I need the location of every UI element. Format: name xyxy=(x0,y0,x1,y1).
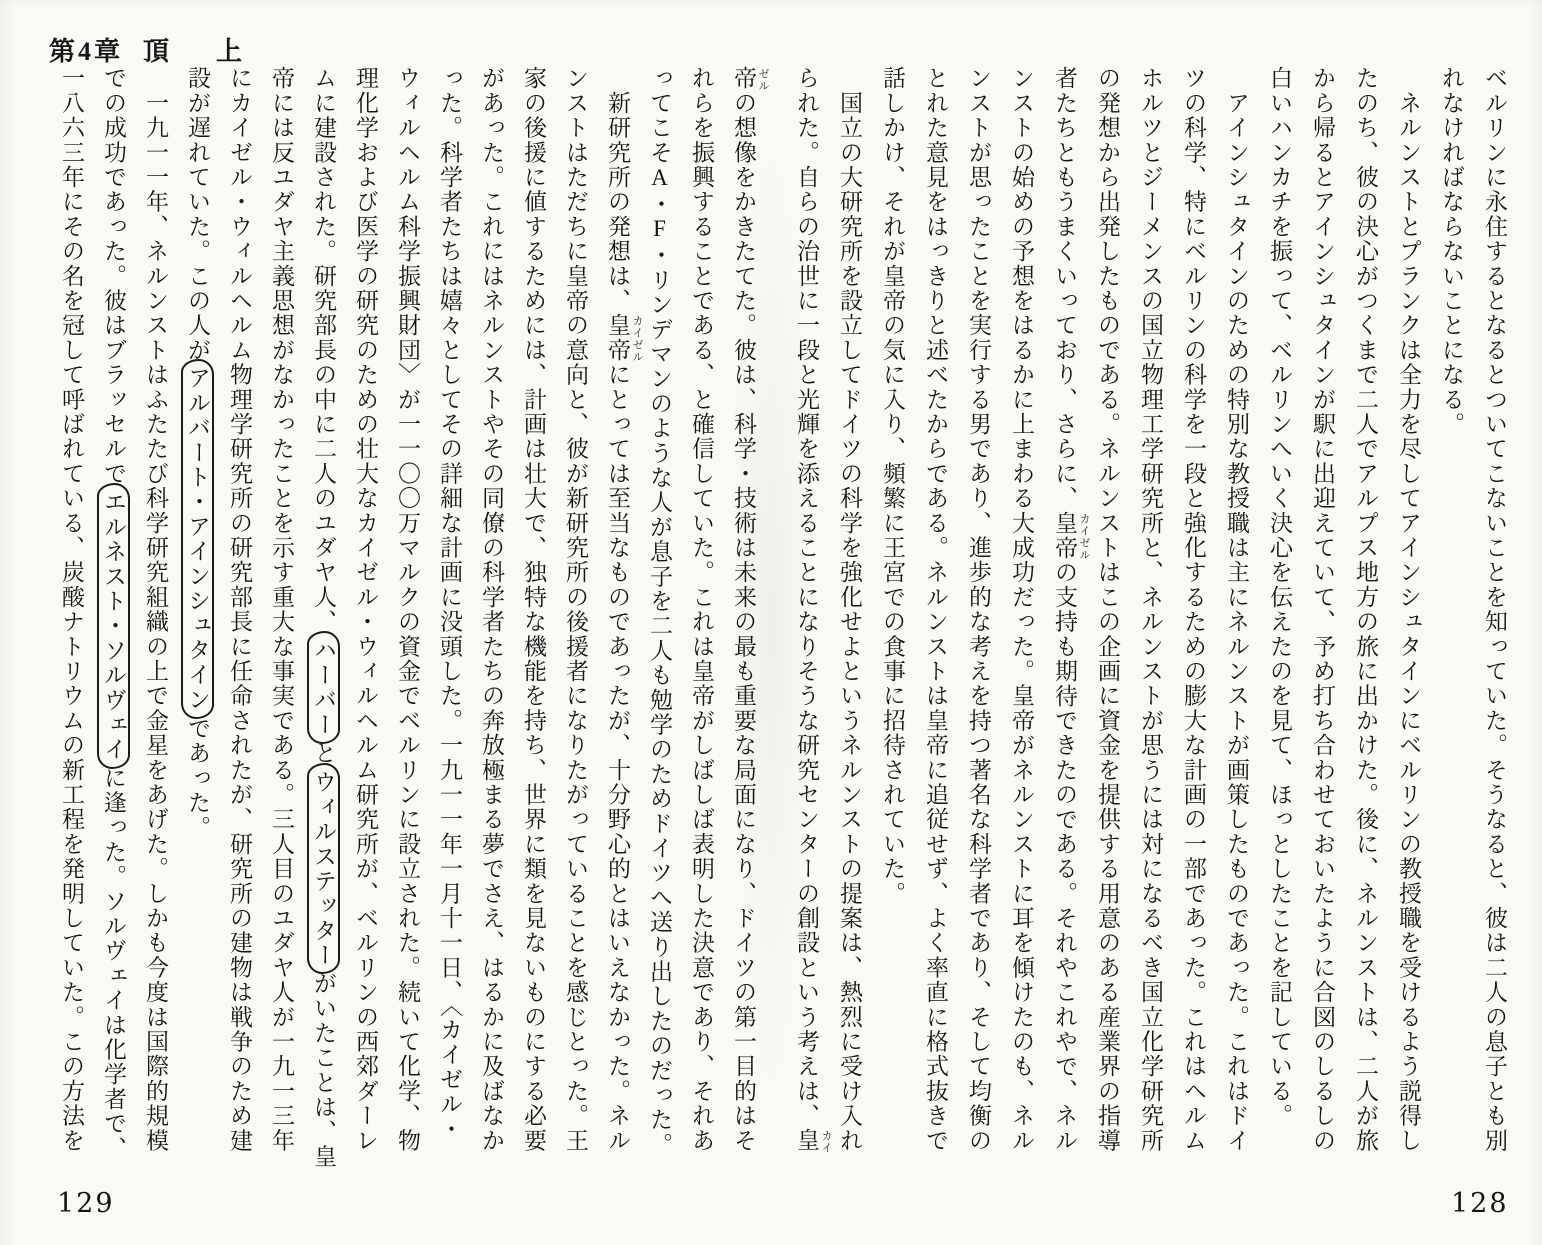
text-column xyxy=(1473,66,1516,1174)
text-run: にカイゼル・ウィルヘルム物理学研究所の研究部長に任命されたが、研究所の建物は戦争のため建 xyxy=(227,66,252,1153)
text-run: られた。自らの治世に一段と光輝を添えることになりそうな研究センターの創設という考えは、 xyxy=(794,66,819,1129)
text-column xyxy=(50,66,92,1174)
text-run: 話しかけ、それが皇帝の気に入り、頻繁に王宮での食事に招待されていた。 xyxy=(880,66,905,906)
text-column xyxy=(1172,66,1215,1174)
chapter-title-char-2: 上 xyxy=(216,37,246,66)
text-run: ・リンデマンのような人が息子を二人も勉学のためドイツへ送り出したのだった。 xyxy=(647,242,672,1157)
text-run: と xyxy=(311,740,336,766)
latin-initials: A・F xyxy=(647,164,672,243)
text-column xyxy=(512,66,554,1174)
text-run: ベルリンに永住するとなるとついてこないことを知っていた。そうなると、彼は二人の息子とも別 xyxy=(1482,66,1507,1153)
furigana: カイゼル xyxy=(631,315,643,363)
text-run: った。科学者たちは嬉々としてその詳細な計画に没頭した。一九一一年一月十一日、〈カイゼル・ xyxy=(437,66,462,1142)
text-column xyxy=(957,66,1000,1174)
furigana: ゼル xyxy=(757,68,769,92)
text-column xyxy=(785,66,832,1174)
text-column xyxy=(218,66,260,1174)
text-run: れなければならないことになる。 xyxy=(1439,66,1464,437)
ruby-base: 帝 ゼル xyxy=(731,66,769,92)
text-run: ンストはただちに皇帝の意向と、彼が新研究所の後援者になりたがっていることを感じとった。王 xyxy=(563,66,588,1153)
text-run: 者たちともうまくいっており、さらに、 xyxy=(1052,66,1077,511)
text-run: に逢った。ソルヴェイは化学者で、 xyxy=(101,765,126,1161)
text-run: から帰るとアインシュタインが駅に出迎えていて、予め打ち合わせておいたように合図のしるしの xyxy=(1310,66,1335,1153)
text-run: 新研究所の発想は、 xyxy=(605,66,630,313)
text-column xyxy=(1258,66,1301,1174)
text-column xyxy=(722,66,769,1174)
page-number-129: 129 xyxy=(57,1188,115,1219)
text-column xyxy=(1043,66,1090,1174)
text-column xyxy=(1387,66,1430,1174)
circled-name: アルバート・アインシュタイン xyxy=(181,359,214,719)
text-column xyxy=(344,66,386,1174)
text-run: ってこそ xyxy=(647,66,672,165)
running-head xyxy=(49,31,245,68)
text-run: 白いハンカチを振って、ベルリンへいく決心を伝えたのを見て、ほっとしたことを記している。 xyxy=(1267,66,1292,1129)
text-column xyxy=(1129,66,1172,1174)
text-run: の想像をかきたてた。彼は、科学・技術は未来の最も重要な局面になり、ドイツの第一目的はそ xyxy=(731,90,756,1153)
circled-name: エルネスト・ソルヴェイ xyxy=(97,483,130,769)
text-column xyxy=(1086,66,1129,1174)
text-column xyxy=(1000,66,1043,1174)
text-run: の支持も期待できたのである。それやこれやで、ネル xyxy=(1052,560,1077,1153)
text-run: アインシュタインのための特別な教授職は主にネルンストが画策したものであった。これはドイ xyxy=(1224,66,1249,1153)
text-column xyxy=(134,66,176,1174)
text-run: の発想から出発したものである。ネルンストはこの企画に資金を提供する用意のある産業界の指導 xyxy=(1095,66,1120,1153)
page-129-text xyxy=(50,66,769,1174)
text-run: であった。 xyxy=(185,716,210,840)
text-column xyxy=(1344,66,1387,1174)
ruby-base: 皇 カイ xyxy=(794,1128,832,1155)
text-column xyxy=(1430,66,1473,1174)
ruby-base: 皇帝 カイゼル xyxy=(1052,510,1090,561)
text-run: ネルンストとプランクは全力を尽してアインシュタインにベルリンの教授職を受けるよう説得し xyxy=(1396,66,1421,1153)
text-run: 理化学および医学の研究のための壮大なカイゼル・ウィルヘルム研究所が、ベルリンの西郊ダーレ xyxy=(353,66,378,1153)
page-number-128: 128 xyxy=(1451,1188,1509,1219)
text-column xyxy=(176,66,218,1174)
text-column xyxy=(680,66,722,1174)
text-run: 一八六三年にその名を冠して呼ばれている、炭酸ナトリウムの新工程を発明していた。この方法を xyxy=(59,66,84,1153)
text-run: 一九一一年、ネルンストはふたたび科学研究組織の上で金星をあげた。しかも今度は国際的規模 xyxy=(143,66,168,1153)
chapter-title-char-1: 頂 xyxy=(143,37,173,66)
furigana: カイ xyxy=(820,1130,832,1155)
text-run: 設が遅れていた。この人が xyxy=(185,66,210,363)
text-column xyxy=(386,66,428,1174)
text-run: 家の後援に値するためには、計画は壮大で、独特な機能を持ち、世界に類を見ないものにする必要 xyxy=(521,66,546,1153)
text-run: にとっては至当なものであったが、十分野心的とはいえなかった。ネル xyxy=(605,362,630,1153)
text-run: 国立の大研究所を設立してドイツの科学を強化せよというネルンストの提案は、熱烈に受け入れ xyxy=(837,66,862,1153)
text-run: 帝には反ユダヤ主義思想がなかったことを示す重大な事実である。三人目のユダヤ人が一九一三年 xyxy=(269,66,294,1153)
text-column xyxy=(638,66,680,1174)
text-run: での成功であった。彼はブラッセルで xyxy=(101,66,126,486)
ruby-base: 皇帝 カイゼル xyxy=(605,313,643,363)
text-column xyxy=(871,66,914,1174)
text-column xyxy=(1215,66,1258,1174)
text-column xyxy=(260,66,302,1174)
text-column xyxy=(828,66,871,1174)
text-run: れらを振興することである、と確信していた。これは皇帝がしばしば表明した決意であり、それあ xyxy=(689,66,714,1153)
text-run: ウィルヘルム科学振興財団〉が一一〇〇万マルクの資金でベルリンに設立された。続いて化学、物 xyxy=(395,66,420,1153)
text-column xyxy=(92,66,134,1174)
page-128-text xyxy=(785,66,1516,1174)
text-column xyxy=(554,66,596,1174)
text-column xyxy=(302,66,344,1174)
text-run: ンストの始めの予想をはるかに上まわる大成功だった。皇帝がネルンストに耳を傾けたのも、ネル xyxy=(1009,66,1034,1153)
text-column xyxy=(914,66,957,1174)
text-column xyxy=(1301,66,1344,1174)
circled-name: ハーバー xyxy=(307,631,340,744)
text-run: ンストが思ったことを実行する男であり、進歩的な考えを持つ著名な科学者であり、そして均衡の xyxy=(966,66,991,1153)
text-column xyxy=(470,66,512,1174)
text-run: ホルツとジーメンスの国立物理工学研究所と、ネルンストが思うには対になるべき国立化学研究所 xyxy=(1138,66,1163,1153)
text-run: があった。これにはネルンストやその同僚の科学者たちの奔放極まる夢でさえ、はるかに及ばなか xyxy=(479,66,504,1153)
text-run: がいたことは、皇 xyxy=(311,971,336,1169)
text-run: とれた意見をはっきりと述べたからである。ネルンストは皇帝に追従せず、よく率直に格式抜きで xyxy=(923,66,948,1153)
text-run: ムに建設された。研究部長の中に二人のユダヤ人、 xyxy=(311,66,336,635)
text-run: たのち、彼の決心がつくまで二人でアルプス地方の旅に出かけた。後に、ネルンストは、二人が旅 xyxy=(1353,66,1378,1153)
text-column xyxy=(596,66,643,1174)
furigana: カイゼル xyxy=(1078,512,1090,561)
text-column xyxy=(428,66,470,1174)
chapter-number: 第4章 xyxy=(49,37,124,66)
circled-name: ウィルステッター xyxy=(307,763,340,975)
text-run: ツの科学、特にベルリンの科学を一段と強化するための膨大な計画の一部であった。これはヘルム xyxy=(1181,66,1206,1153)
